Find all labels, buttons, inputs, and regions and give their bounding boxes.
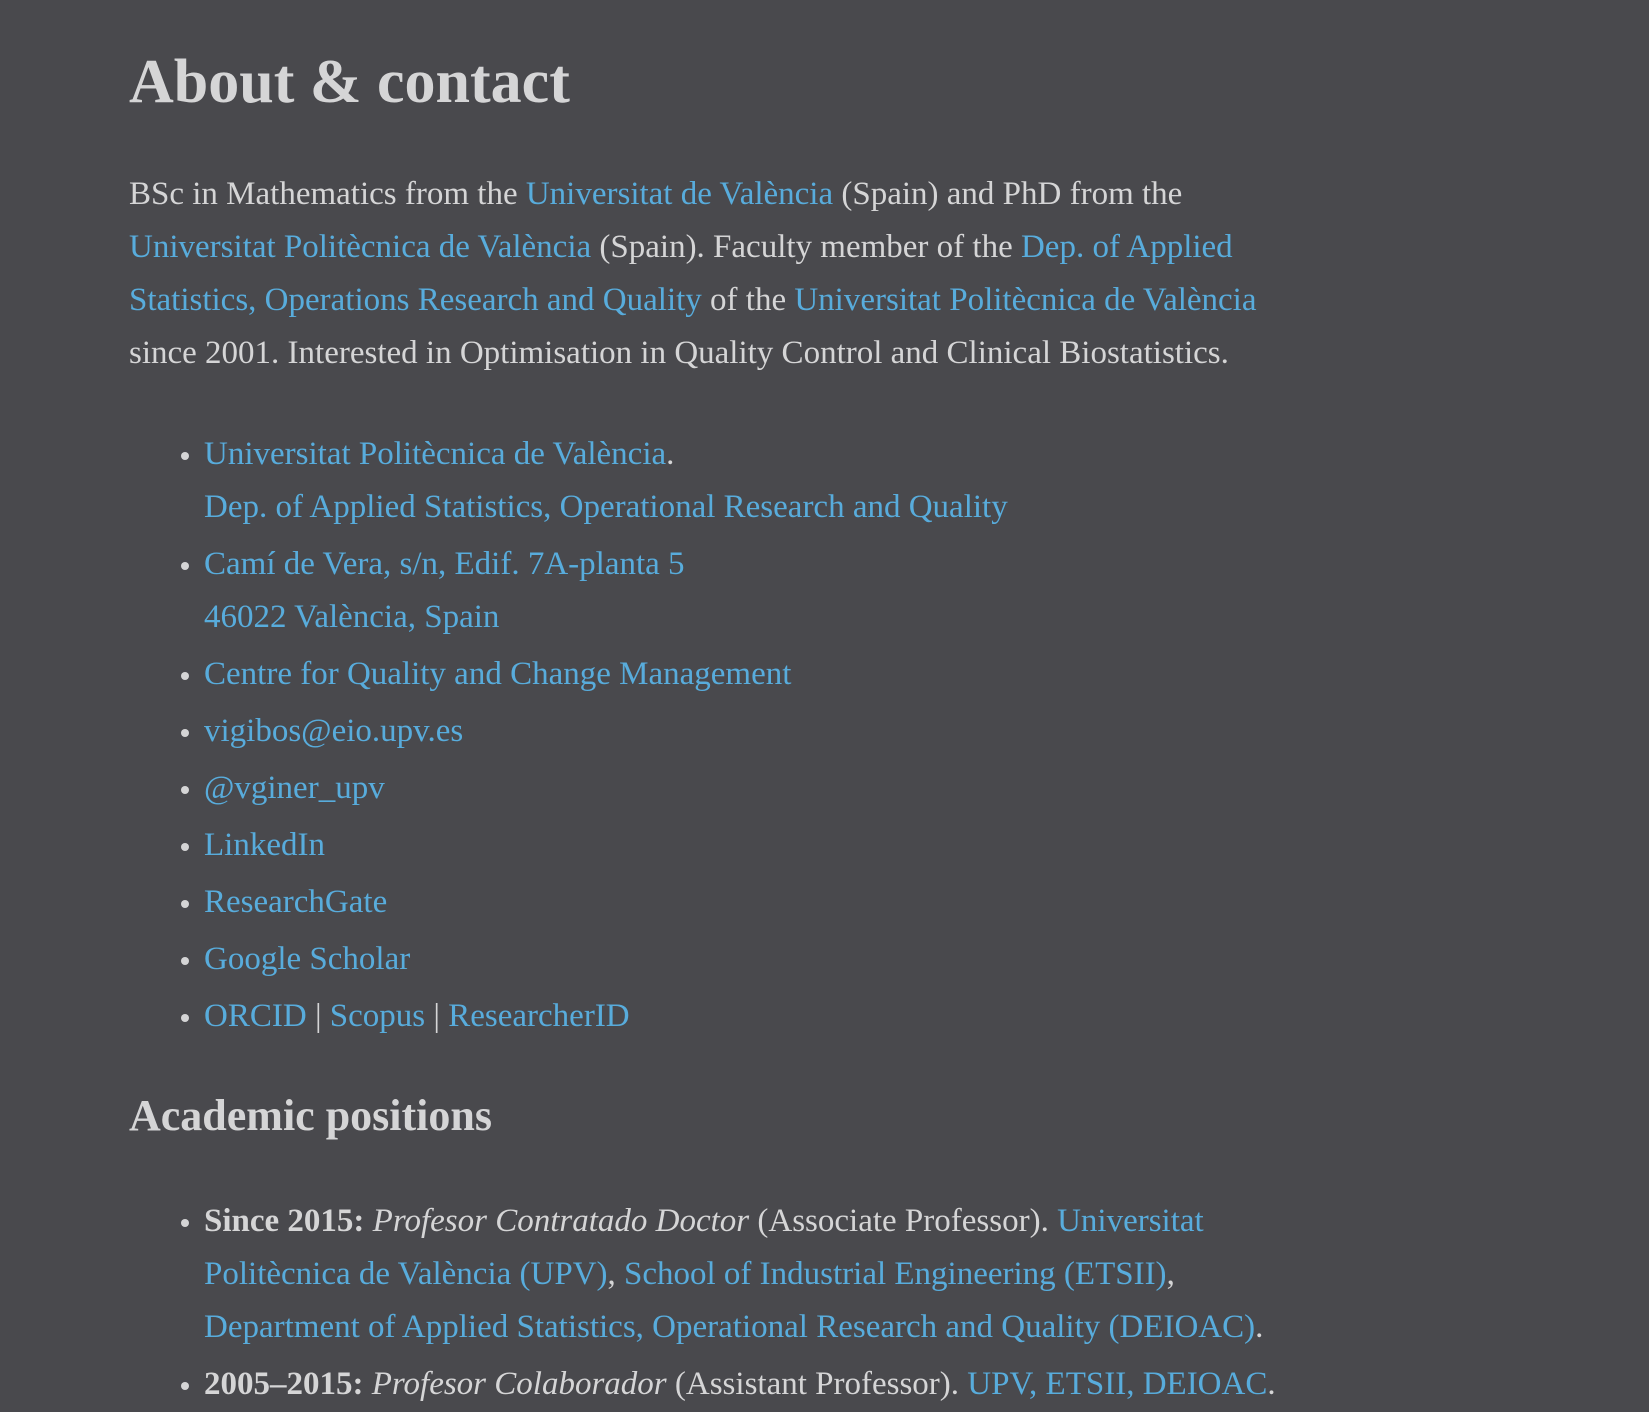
upv-link[interactable]: Universitat bbox=[1057, 1203, 1204, 1239]
list-item-centre bbox=[204, 648, 1320, 701]
etsii-link[interactable]: School of Industrial Engineering (ETSII) bbox=[624, 1256, 1167, 1292]
text-run: . bbox=[1267, 1366, 1276, 1402]
page-title: About & contact bbox=[129, 48, 570, 116]
text-run: since 2001. Interested in Optimisation in Quality Control and Clinical Biostatistics. bbox=[129, 335, 1229, 371]
text-run: | bbox=[425, 998, 449, 1034]
contact-list bbox=[129, 428, 1320, 1043]
list-item-address bbox=[204, 538, 1320, 644]
deioac-link[interactable]: Department of Applied Statistics, Operational Research and Quality (DEIOAC) bbox=[204, 1309, 1256, 1345]
text-run: BSc in Mathematics from the bbox=[129, 176, 526, 212]
text-run: . bbox=[666, 436, 675, 472]
text-run: (Spain) and PhD from the bbox=[833, 176, 1183, 212]
text-run: of the bbox=[701, 282, 795, 318]
list-item-position-since-2015 bbox=[204, 1195, 1320, 1354]
text-run: , bbox=[607, 1256, 625, 1292]
linkedin-link[interactable]: LinkedIn bbox=[204, 827, 325, 863]
academic-positions-list bbox=[129, 1195, 1320, 1411]
orcid-link[interactable]: ORCID bbox=[204, 998, 307, 1034]
upv-link[interactable]: Politècnica de València (UPV) bbox=[204, 1256, 608, 1292]
list-item-twitter bbox=[204, 762, 1320, 815]
scopus-link[interactable]: Scopus bbox=[329, 998, 426, 1034]
universitat-de-valencia-link[interactable]: Universitat de València bbox=[525, 176, 834, 212]
position-dates: Since 2015: bbox=[204, 1203, 373, 1239]
centre-quality-link[interactable]: Centre for Quality and Change Management bbox=[204, 656, 792, 692]
position-title: Profesor Colaborador bbox=[371, 1366, 667, 1402]
address-link[interactable]: 46022 València, Spain bbox=[204, 599, 500, 635]
position-dates: 2005–2015: bbox=[204, 1366, 372, 1402]
intro-paragraph bbox=[129, 168, 1320, 380]
list-item-position-2005-2015 bbox=[204, 1358, 1320, 1411]
text-run: (Assistant Professor). bbox=[666, 1366, 968, 1402]
list-item-researchgate bbox=[204, 876, 1320, 929]
list-item-researcher-ids bbox=[204, 990, 1320, 1043]
text-run: . bbox=[1255, 1309, 1264, 1345]
upv-link[interactable]: Universitat Politècnica de València bbox=[204, 436, 667, 472]
list-item-email bbox=[204, 705, 1320, 758]
position-title: Profesor Contratado Doctor bbox=[372, 1203, 750, 1239]
researcherid-link[interactable]: ResearcherID bbox=[448, 998, 630, 1034]
google-scholar-link[interactable]: Google Scholar bbox=[204, 941, 411, 977]
researchgate-link[interactable]: ResearchGate bbox=[204, 884, 388, 920]
upv-etsii-deioac-link[interactable]: UPV, ETSII, DEIOAC bbox=[967, 1366, 1268, 1402]
department-link[interactable]: Dep. of Applied bbox=[1020, 229, 1233, 265]
email-link[interactable]: vigibos@eio.upv.es bbox=[204, 713, 464, 749]
list-item-google-scholar bbox=[204, 933, 1320, 986]
address-link[interactable]: Camí de Vera, s/n, Edif. 7A-planta 5 bbox=[204, 546, 685, 582]
list-item-linkedin bbox=[204, 819, 1320, 872]
department-link[interactable]: Statistics, Operations Research and Quality bbox=[129, 282, 702, 318]
section-heading-academic-positions: Academic positions bbox=[129, 1091, 492, 1140]
text-run: (Spain). Faculty member of the bbox=[591, 229, 1021, 265]
department-link[interactable]: Dep. of Applied Statistics, Operational Research and Quality bbox=[204, 489, 1008, 525]
universitat-politecnica-link[interactable]: Universitat Politècnica de València bbox=[129, 229, 592, 265]
twitter-link[interactable]: @vginer_upv bbox=[204, 770, 385, 806]
text-run: , bbox=[1166, 1256, 1175, 1292]
text-run: | bbox=[306, 998, 330, 1034]
text-run: (Associate Professor). bbox=[749, 1203, 1058, 1239]
universitat-politecnica-link[interactable]: Universitat Politècnica de València bbox=[794, 282, 1257, 318]
list-item-affiliation bbox=[204, 428, 1320, 534]
